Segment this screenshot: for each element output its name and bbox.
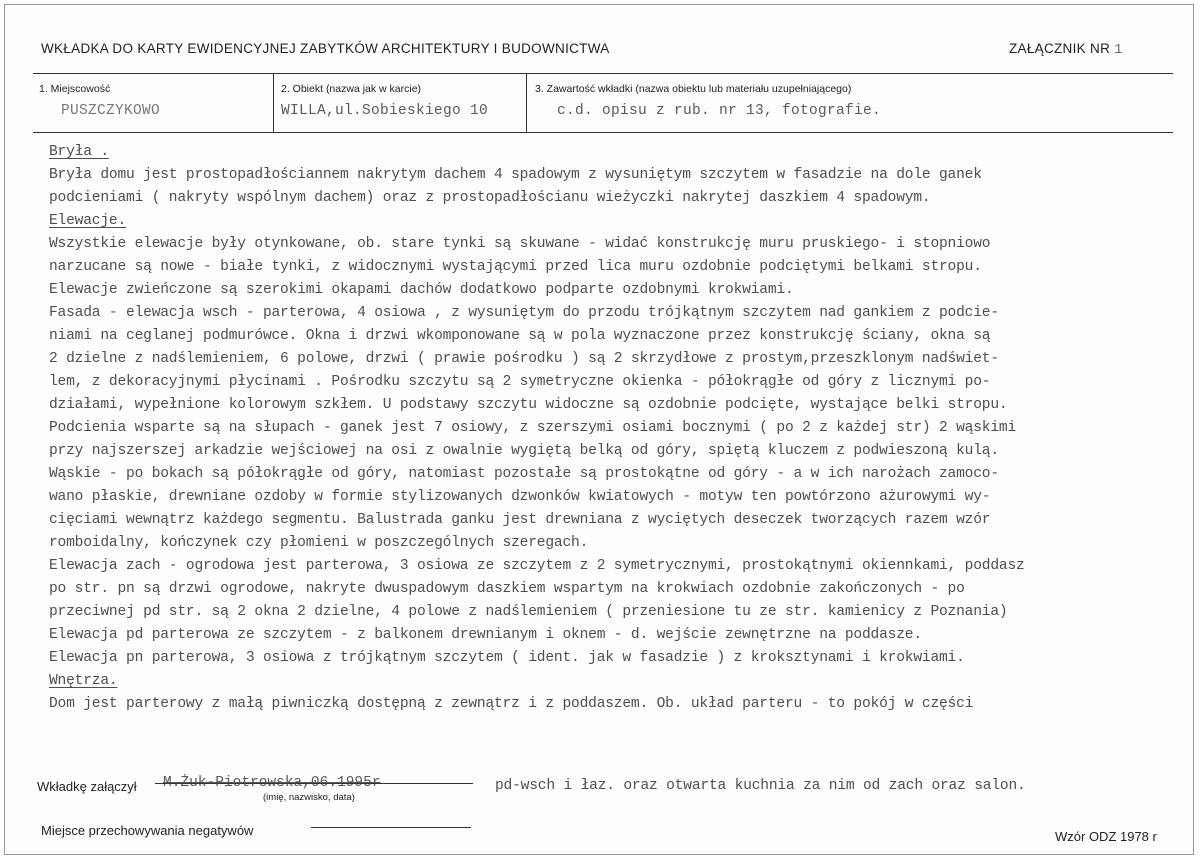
- description-text: [49, 141, 1199, 716]
- prepared-by-caption: (imię, nazwisko, data): [263, 792, 355, 803]
- field-bottom-rule: [33, 132, 1173, 133]
- attachment-label: ZAŁĄCZNIK NR: [1009, 41, 1111, 56]
- text-line: narzucane są nowe - białe tynki, z widocznymi wystającymi przed lica muru ozdobnie podciętymi belkami stropu.: [49, 259, 982, 275]
- text-line: Dom jest parterowy z małą piwniczką dostępną z zewnątrz i z poddaszem. Ob. układ parteru - to pokój w części: [49, 696, 974, 712]
- section-heading: Elewacje.: [49, 213, 127, 229]
- negatives-line: [311, 827, 471, 828]
- section-heading: Bryła .: [49, 144, 109, 160]
- text-line: Wąskie - po bokach są półokrągłe od góry, natomiast pozostałe są prostokątne od góry - a w ich narożach zamoco-: [49, 466, 999, 482]
- text-line: cięciami wewnątrz każdego segmentu. Balustrada ganku jest drewniana z wyciętych deseczek tworzących razem wzór: [49, 512, 991, 528]
- prepared-by-label: Wkładkę załączył: [37, 779, 137, 794]
- field-top-rule: [33, 73, 1173, 74]
- field-1-value: PUSZCZYKOWO: [61, 103, 161, 119]
- text-line: lem, z dekoracyjnymi płycinami . Pośrodku szczytu są 2 symetryczne okienka - półokrągłe od góry z licznymi po-: [49, 374, 991, 390]
- attachment-value: 1: [1114, 43, 1123, 58]
- form-model-label: Wzór ODZ 1978 r: [1055, 829, 1157, 844]
- prepared-by-line: [155, 783, 473, 784]
- text-line: Fasada - elewacja wsch - parterowa, 4 osiowa , z wysuniętym do przodu trójkątnym szczytem nad gankiem z podcie-: [49, 305, 999, 321]
- text-line: Elewacje zwieńczone są szerokimi okapami dachów dodatkowo podparte ozdobnymi krokwiami.: [49, 282, 794, 298]
- text-line: podcieniami ( nakryty wspólnym dachem) oraz z prostopadłościanu wieżyczki nakrytej daszkiem 4 spadowym.: [49, 190, 931, 206]
- field-1-label: 1. Miejscowość: [39, 83, 111, 95]
- text-line: niami na ceglanej podmurówce. Okna i drzwi wkomponowane są w pola wyznaczone przez konstrukcję ściany, okna są: [49, 328, 991, 344]
- text-line: Elewacja pn parterowa, 3 osiowa z trójkątnym szczytem ( ident. jak w fasadzie ) z kroksztynami i krokwiami.: [49, 650, 965, 666]
- text-line: romboidalny, kończynek czy płomieni w poszczególnych szeregach.: [49, 535, 589, 551]
- field-3-label: 3. Zawartość wkładki (nazwa obiektu lub materiału uzupełniającego): [535, 83, 852, 95]
- text-line: 2 dzielne z nadślemieniem, 6 polowe, drzwi ( prawie pośrodku ) są 2 skrzydłowe z prostym,przeszklonym nadświet-: [49, 351, 999, 367]
- field-divider-2: [526, 73, 527, 132]
- field-2-value: WILLA,ul.Sobieskiego 10: [281, 103, 489, 119]
- text-line: Wszystkie elewacje były otynkowane, ob. stare tynki są skuwane - widać konstrukcję muru pruskiego- i stopniowo: [49, 236, 991, 252]
- text-line: działami, wypełnione kolorowym szkłem. U podstawy szczytu widoczne są ozdobnie podcięte, wystające belki stropu.: [49, 397, 1008, 413]
- prepared-by-value: M.Żuk-Piotrowska,06.1995r: [163, 775, 381, 791]
- text-line: Bryła domu jest prostopadłościannem nakrytym dachem 4 spadowym z wysuniętym szczytem w fasadzie na dole ganek: [49, 167, 982, 183]
- field-3-value: c.d. opisu z rub. nr 13, fotografie.: [557, 103, 882, 119]
- text-line: Elewacja pd parterowa ze szczytem - z balkonem drewnianym i oknem - d. wejście zewnętrzne na poddasze.: [49, 627, 922, 643]
- negatives-label: Miejsce przechowywania negatywów: [41, 823, 254, 838]
- field-2-label: 2. Obiekt (nazwa jak w karcie): [281, 83, 422, 95]
- text-line: przeciwnej pd str. są 2 okna 2 dzielne, 4 polowe z nadślemieniem ( przeniesione tu ze str. kamienicy z Poznania): [49, 604, 1008, 620]
- text-line: przy najszerszej arkadzie wejściowej na osi z owalnie wygiętą belką od góry, spiętą kluczem z podwieszoną kulą.: [49, 443, 999, 459]
- text-line: Elewacja zach - ogrodowa jest parterowa, 3 osiowa ze szczytem z 2 symetrycznymi, prostokątnymi okiennkami, poddasz: [49, 558, 1025, 574]
- document-title: WKŁADKA DO KARTY EWIDENCYJNEJ ZABYTKÓW ARCHITEKTURY I BUDOWNICTWA: [41, 41, 610, 56]
- document-card: [4, 4, 1194, 855]
- field-divider-1: [273, 73, 274, 132]
- text-line: po str. pn są drzwi ogrodowe, nakryte dwuspadowym daszkiem wspartym na krokwiach ozdobnie zakończonych - po: [49, 581, 965, 597]
- text-line: Podcienia wsparte są na słupach - ganek jest 7 osiowy, z szerszymi osiami bocznymi ( po 2 z każdej str) 2 wąskimi: [49, 420, 1017, 436]
- attachment-number: [1009, 41, 1123, 58]
- text-line: wano płaskie, drewniane ozdoby w formie stylizowanych dzwonków kwiatowych - motyw ten powtórzono ażurowymi wy-: [49, 489, 991, 505]
- section-heading: Wnętrza.: [49, 673, 118, 689]
- description-last-line: pd-wsch i łaz. oraz otwarta kuchnia za nim od zach oraz salon.: [495, 778, 1026, 794]
